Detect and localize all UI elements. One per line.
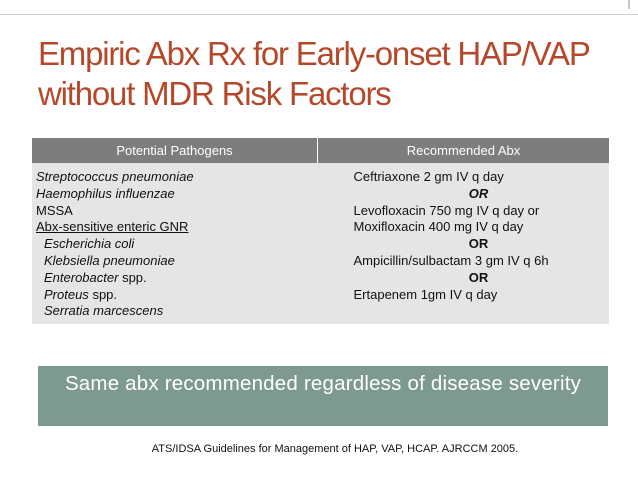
citation: ATS/IDSA Guidelines for Management of HAP, VAP, HCAP. AJRCCM 2005. xyxy=(151,443,519,455)
abx-table xyxy=(32,138,609,324)
title-line-2: without MDR Risk Factors xyxy=(38,75,391,112)
pathogen-genus: Proteus xyxy=(44,286,89,302)
abx-or: OR xyxy=(468,236,489,252)
pathogen-item: Escherichia coli xyxy=(44,236,135,252)
abx-item: Levofloxacin 750 mg IV q day or xyxy=(353,202,540,218)
pathogen-item xyxy=(36,270,314,287)
pathogen-item: Serratia marcescens xyxy=(44,303,164,319)
abx-item: Ampicillin/sulbactam 3 gm IV q 6h xyxy=(353,252,549,268)
pathogen-genus: Enterobacter xyxy=(44,269,119,285)
pathogen-spp: spp. xyxy=(92,286,118,302)
table-header-row xyxy=(32,138,609,163)
top-divider xyxy=(0,0,638,15)
pathogen-item: MSSA xyxy=(36,202,73,218)
header-pathogens: Potential Pathogens xyxy=(32,138,318,163)
pathogen-item xyxy=(36,287,314,304)
abx-item: Ceftriaxone 2 gm IV q day xyxy=(353,169,504,184)
pathogen-item: Abx-sensitive enteric GNR xyxy=(36,219,189,235)
pathogens-cell xyxy=(32,163,318,324)
title-line-1: Empiric Abx Rx for Early-onset HAP/VAP xyxy=(38,35,590,72)
header-abx: Recommended Abx xyxy=(318,138,610,163)
abx-or: OR xyxy=(468,185,489,201)
pathogen-item: Klebsiella pneumoniae xyxy=(44,252,175,268)
summary-banner: Same abx recommended regardless of disease severity xyxy=(38,366,608,426)
abx-or: OR xyxy=(468,269,489,285)
abx-item: Ertapenem 1gm IV q day xyxy=(353,286,498,302)
corner-mark xyxy=(628,0,630,9)
pathogen-item: Haemophilus influenzae xyxy=(36,185,175,201)
slide-title xyxy=(38,34,618,114)
abx-cell xyxy=(318,163,610,324)
table-row xyxy=(32,163,609,324)
abx-item: Moxifloxacin 400 mg IV q day xyxy=(353,219,524,235)
pathogen-item: Streptococcus pneumoniae xyxy=(36,169,194,184)
pathogen-spp: spp. xyxy=(122,269,147,285)
